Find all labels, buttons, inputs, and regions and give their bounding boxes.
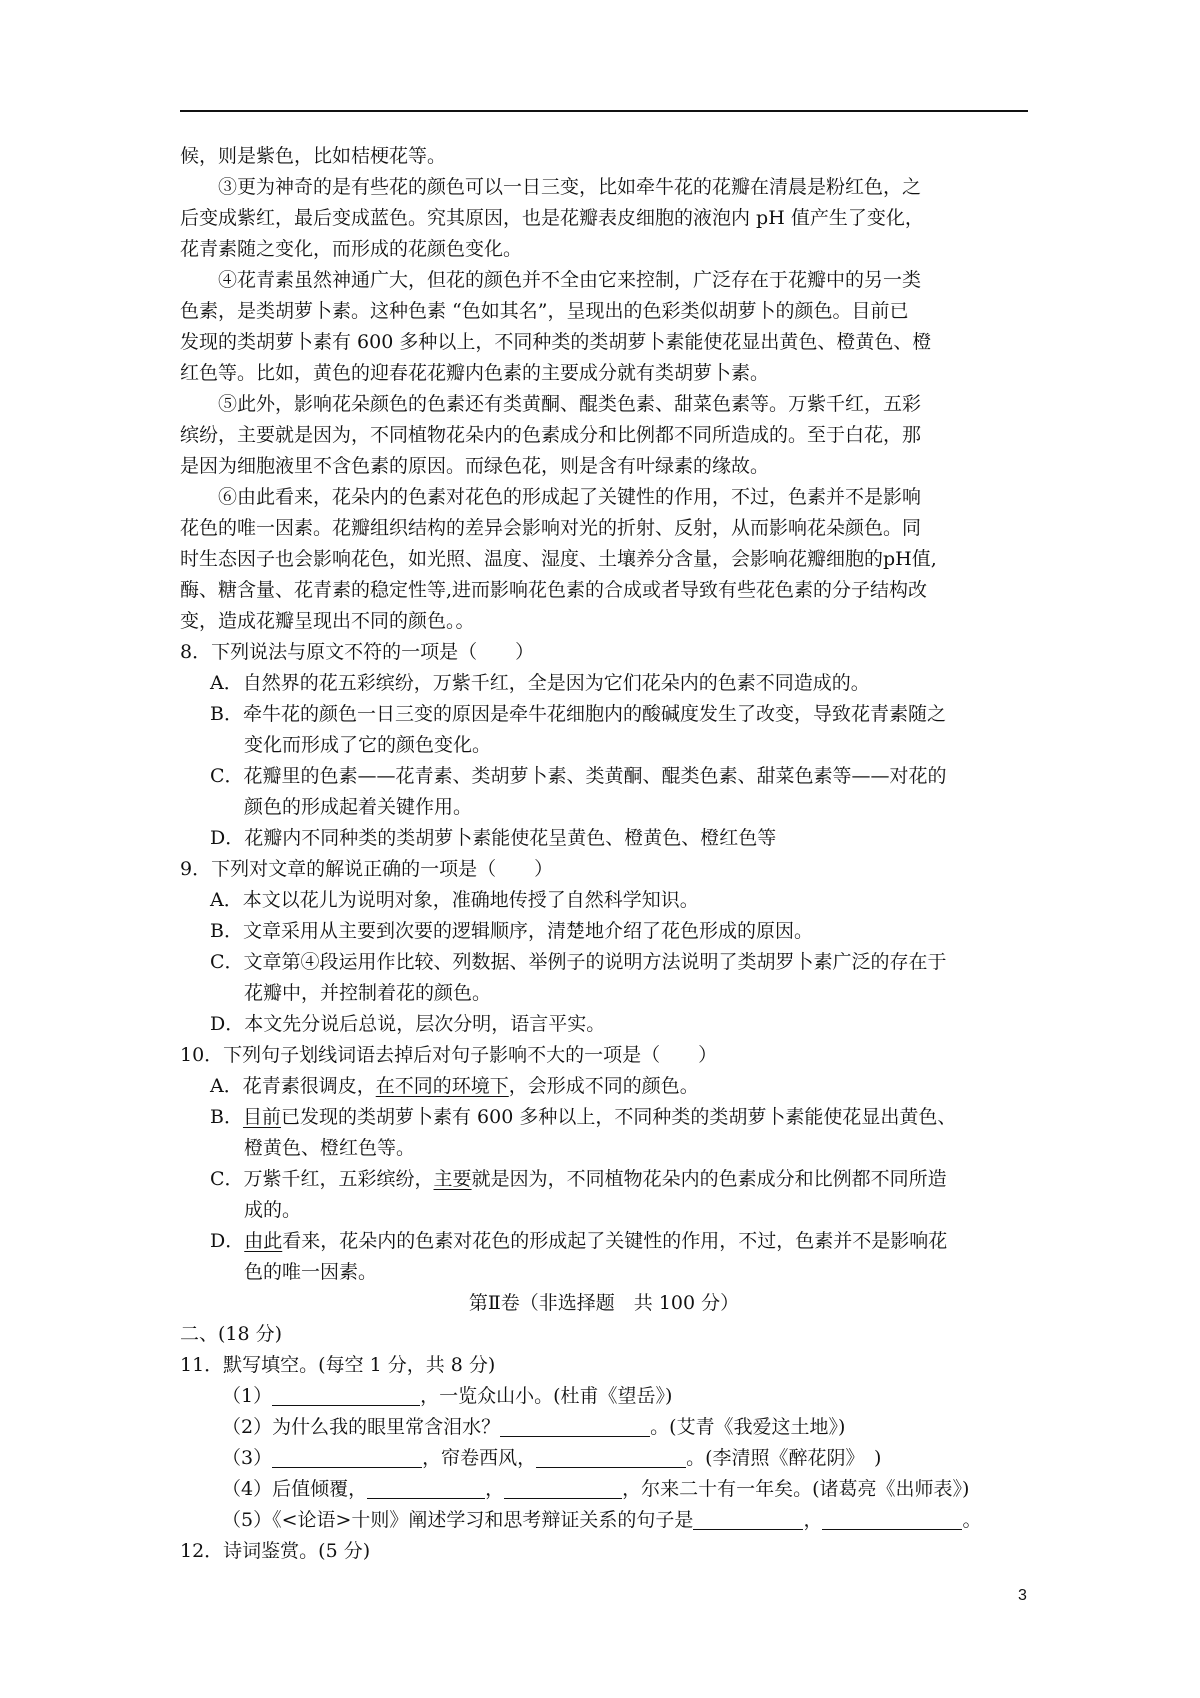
option-text: C．万紫千红，五彩缤纷，: [210, 1168, 434, 1190]
option-text: 已发现的类胡萝卜素有 600 多种以上，不同种类的类胡萝卜素能使花显出黄色、: [280, 1106, 957, 1128]
question-10-stem: 10．下列句子划线词语去掉后对句子影响不大的一项是（ ）: [180, 1044, 718, 1066]
item-text: ，一览众山小。(杜甫《望岳》): [420, 1385, 673, 1407]
item-text: ，尔来二十有一年矣。(诸葛亮《出师表》): [622, 1478, 970, 1500]
item-text: （5）《<论语>十则》阐述学习和思考辩证关系的句子是: [222, 1509, 694, 1531]
part-heading: 二、(18 分): [180, 1323, 283, 1345]
fill-item-2: [222, 1412, 845, 1442]
question-9-option-c-cont: 花瓣中，并控制着花的颜色。: [244, 982, 492, 1004]
paragraph-6-line: 时生态因子也会影响花色，如光照、温度、湿度、土壤养分含量，会影响花瓣细胞的pH值,: [180, 548, 937, 570]
question-8-stem: 8．下列说法与原文不符的一项是（ ）: [180, 641, 535, 663]
passage-line: 候，则是紫色，比如桔梗花等。: [180, 145, 447, 167]
paragraph-6-line: 酶、糖含量、花青素的稳定性等,进而影响花色素的合成或者导致有些花色素的分子结构改: [180, 579, 928, 601]
question-8-option-d: D．花瓣内不同种类的类胡萝卜素能使花呈黄色、橙黄色、橙红色等: [210, 827, 777, 849]
paragraph-3-line: 后变成紫红，最后变成蓝色。究其原因，也是花瓣表皮细胞的液泡内 pH 值产生了变化，: [180, 207, 924, 229]
question-10-option-d: [210, 1226, 947, 1256]
item-text: （2）为什么我的眼里常含泪水？: [222, 1416, 501, 1438]
question-9-option-d: D．本文先分说后总说，层次分明，语言平实。: [210, 1013, 606, 1035]
item-text: 。(李清照《醉花阴》 ): [686, 1447, 882, 1469]
fill-item-1: [222, 1381, 672, 1411]
question-8-option-a: A．自然界的花五彩缤纷，万紫千红，全是因为它们花朵内的色素不同造成的。: [210, 672, 870, 694]
question-8-option-c: C．花瓣里的色素——花青素、类胡萝卜素、类黄酮、醌类色素、甜菜色素等——对花的: [210, 765, 947, 787]
option-text: A．花青素很调皮，: [210, 1075, 376, 1097]
underlined-phrase: 主要: [433, 1168, 472, 1190]
paragraph-5-line: 是因为细胞液里不含色素的原因。而绿色花，则是含有叶绿素的缘故。: [180, 455, 770, 477]
underlined-phrase: 目前: [242, 1106, 281, 1128]
option-text: 就是因为，不同植物花朵内的色素成分和比例都不同所造: [471, 1168, 947, 1190]
underlined-phrase: 由此: [244, 1230, 283, 1252]
question-9-stem: 9．下列对文章的解说正确的一项是（ ）: [180, 858, 554, 880]
paragraph-6-line: 花色的唯一因素。花瓣组织结构的差异会影响对光的折射、反射，从而影响花朵颜色。同: [180, 517, 922, 539]
fill-item-3: [222, 1443, 881, 1473]
answer-blank[interactable]: [272, 1385, 420, 1406]
paragraph-6-line: ⑥由此看来，花朵内的色素对花色的形成起了关键性的作用，不过，色素并不是影响: [218, 486, 922, 508]
answer-blank[interactable]: [822, 1509, 962, 1530]
item-text: ，帘卷西风，: [422, 1447, 537, 1469]
page-number: 3: [1018, 1587, 1027, 1604]
fill-item-5: [222, 1505, 981, 1535]
item-text: （4）后值倾覆，: [222, 1478, 368, 1500]
question-10-option-b: [210, 1102, 956, 1132]
question-11-stem: 11．默写填空。(每空 1 分，共 8 分): [180, 1354, 496, 1376]
paragraph-5-line: ⑤此外，影响花朵颜色的色素还有类黄酮、醌类色素、甜菜色素等。万紫千红，五彩: [218, 393, 922, 415]
paragraph-3-line: 花青素随之变化，而形成的花颜色变化。: [180, 238, 523, 260]
question-10-option-b-cont: 橙黄色、橙红色等。: [244, 1137, 416, 1159]
item-text: 。: [962, 1509, 982, 1531]
answer-blank[interactable]: [367, 1478, 485, 1499]
answer-blank[interactable]: [504, 1478, 622, 1499]
question-9-option-c: C．文章第④段运用作比较、列数据、举例子的说明方法说明了类胡罗卜素广泛的存在于: [210, 951, 947, 973]
answer-blank[interactable]: [272, 1447, 422, 1468]
paragraph-6-line: 变，造成花瓣呈现出不同的颜色。。: [180, 610, 475, 632]
question-8-option-c-cont: 颜色的形成起着关键作用。: [244, 796, 473, 818]
answer-blank[interactable]: [536, 1447, 686, 1468]
option-text: 看来，花朵内的色素对花色的形成起了关键性的作用，不过，色素并不是影响花: [282, 1230, 948, 1252]
question-10-option-c: [210, 1164, 947, 1194]
question-12-stem: 12．诗词鉴赏。(5 分): [180, 1540, 371, 1562]
paragraph-4-line: 发现的类胡萝卜素有 600 多种以上，不同种类的类胡萝卜素能使花显出黄色、橙黄色、橙: [180, 331, 932, 353]
option-text: D．: [210, 1230, 245, 1252]
question-8-option-b-cont: 变化而形成了它的颜色变化。: [244, 734, 492, 756]
underlined-phrase: 在不同的环境下: [375, 1075, 509, 1097]
item-text: 。(艾青《我爱这土地》): [650, 1416, 846, 1438]
question-10-option-a: [210, 1071, 699, 1101]
item-text: （1）: [222, 1385, 273, 1407]
item-text: ，: [803, 1509, 823, 1531]
answer-blank[interactable]: [693, 1509, 803, 1530]
paragraph-4-line: 红色等。比如，黄色的迎春花花瓣内色素的主要成分就有类胡萝卜素。: [180, 362, 770, 384]
question-9-option-b: B．文章采用从主要到次要的逻辑顺序，清楚地介绍了花色形成的原因。: [210, 920, 813, 942]
header-rule: [180, 110, 1028, 112]
paragraph-5-line: 缤纷，主要就是因为，不同植物花朵内的色素成分和比例都不同所造成的。至于白花，那: [180, 424, 922, 446]
item-text: ，: [485, 1478, 505, 1500]
paragraph-4-line: ④花青素虽然神通广大，但花的颜色并不全由它来控制，广泛存在于花瓣中的另一类: [218, 269, 922, 291]
fill-item-4: [222, 1474, 969, 1504]
option-text: ，会形成不同的颜色。: [508, 1075, 699, 1097]
paragraph-4-line: 色素，是类胡萝卜素。这种色素 “色如其名”，呈现出的色彩类似胡萝卜的颜色。目前已: [180, 300, 909, 322]
question-10-option-c-cont: 成的。: [244, 1199, 302, 1221]
item-text: （3）: [222, 1447, 273, 1469]
question-9-option-a: A．本文以花儿为说明对象，准确地传授了自然科学知识。: [210, 889, 699, 911]
paragraph-3-line: ③更为神奇的是有些花的颜色可以一日三变，比如牵牛花的花瓣在清晨是粉红色，之: [218, 176, 922, 198]
option-text: B．: [210, 1106, 243, 1128]
question-8-option-b: B．牵牛花的颜色一日三变的原因是牵牛花细胞内的酸碱度发生了改变，导致花青素随之: [210, 703, 946, 725]
answer-blank[interactable]: [500, 1416, 650, 1437]
section-title: 第Ⅱ卷（非选择题 共 100 分）: [468, 1292, 740, 1314]
question-10-option-d-cont: 色的唯一因素。: [244, 1261, 378, 1283]
